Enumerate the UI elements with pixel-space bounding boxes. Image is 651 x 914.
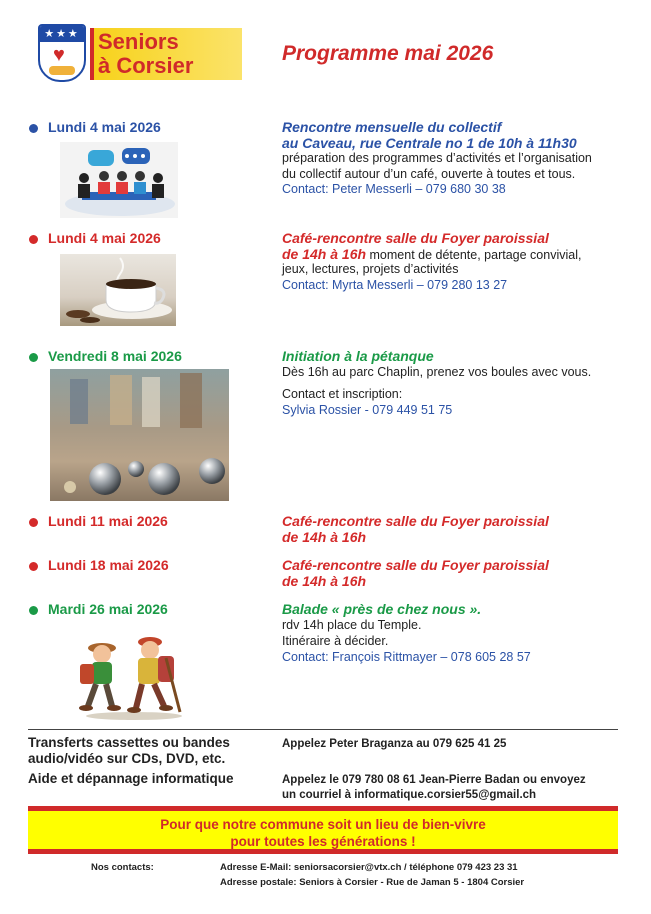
service-contact-line: Appelez le 079 780 08 61 Jean-Pierre Badan ou envoyez (282, 774, 586, 786)
event-title-line: Rencontre mensuelle du collectif (282, 119, 502, 135)
service-contact-line: un courriel à informatique.corsier55@gmail.ch (282, 789, 537, 801)
bullet-icon (29, 606, 38, 615)
hikers-cartoon (72, 628, 196, 722)
event-title (282, 513, 549, 545)
service-label: audio/vidéo sur CDs, DVD, etc. (28, 751, 226, 766)
event-title-line: Café-rencontre salle du Foyer paroissial (282, 557, 549, 573)
event-date: Mardi 26 mai 2026 (48, 601, 168, 617)
event-title-line: de 14h à 16h (282, 529, 367, 545)
description-line: du collectif autour d’un café, ouverte à toutes et tous. (282, 166, 576, 181)
event-time: de 14h à 16h (282, 246, 367, 262)
service-label: Transferts cassettes ou bandes (28, 735, 230, 750)
service-it-contact (282, 773, 586, 803)
logo-shield-icon (38, 24, 86, 82)
service-it-help: Aide et dépannage informatique (28, 771, 234, 786)
event-description (282, 618, 421, 649)
event-title-line: Café-rencontre salle du Foyer paroissial (282, 513, 549, 529)
event-contact: Contact: Peter Messerli – 079 680 30 38 (282, 182, 506, 196)
event-contact: Contact: Myrta Messerli – 079 280 13 27 (282, 278, 508, 292)
slogan-line: pour toutes les générations ! (230, 834, 416, 849)
handshake-icon (49, 66, 75, 75)
event-title-line: de 14h à 16h (282, 573, 367, 589)
event-date: Vendredi 8 mai 2026 (48, 348, 182, 364)
event-date: Lundi 4 mai 2026 (48, 230, 161, 246)
footer-label: Nos contacts: (91, 862, 154, 873)
logo-line1: Seniors (98, 29, 179, 54)
logo-stars: ★★★ (40, 26, 84, 42)
bullet-icon (29, 518, 38, 527)
bullet-icon (29, 353, 38, 362)
meeting-illustration (60, 142, 178, 218)
event-date: Lundi 4 mai 2026 (48, 119, 161, 135)
bullet-icon (29, 562, 38, 571)
petanque-photo (50, 369, 229, 501)
heart-icon: ♥ (53, 44, 65, 66)
event-title: Initiation à la pétanque (282, 348, 434, 364)
description-line: rdv 14h place du Temple. (282, 618, 422, 632)
slogan-banner (28, 806, 618, 854)
description-line: Itinéraire à décider. (282, 633, 389, 648)
description-line: Dès 16h au parc Chaplin, prenez vos boules avec vous. (282, 365, 592, 379)
event-title-line1: Café-rencontre salle du Foyer paroissial (282, 230, 549, 246)
event-title: Balade « près de chez nous ». (282, 601, 482, 617)
bullet-icon (29, 124, 38, 133)
event-contact: Contact: François Rittmayer – 078 605 28 57 (282, 650, 531, 664)
footer-address: Adresse postale: Seniors à Corsier - Rue de Jaman 5 - 1804 Corsier (220, 877, 525, 888)
event-contact: Sylvia Rossier - 079 449 51 75 (282, 403, 453, 417)
description-line: moment de détente, partage convivial, (366, 248, 582, 262)
coffee-cup-photo (60, 254, 176, 326)
event-date: Lundi 11 mai 2026 (48, 513, 168, 529)
slogan-line: Pour que notre commune soit un lieu de bien-vivre (160, 817, 486, 832)
service-transfer-contact: Appelez Peter Braganza au 079 625 41 25 (282, 738, 507, 750)
divider (28, 729, 618, 730)
event-title (282, 557, 549, 589)
description-line: Contact et inscription: (282, 387, 403, 401)
logo-line2: à Corsier (98, 53, 194, 78)
event-description (282, 151, 592, 182)
description-line: préparation des programmes d’activités et l’organisation (282, 151, 592, 165)
logo-title (98, 30, 193, 78)
description-line: jeux, lectures, projets d’activités (282, 262, 459, 276)
footer-email: Adresse E-Mail: seniorsacorsier@vtx.ch / téléphone 079 423 23 31 (220, 862, 518, 873)
bullet-icon (29, 235, 38, 244)
event-title-line: au Caveau, rue Centrale no 1 de 10h à 11h30 (282, 135, 577, 151)
event-date: Lundi 18 mai 2026 (48, 557, 169, 573)
page-title: Programme mai 2026 (282, 42, 494, 65)
event-title (282, 119, 577, 151)
service-transfer (28, 735, 230, 767)
